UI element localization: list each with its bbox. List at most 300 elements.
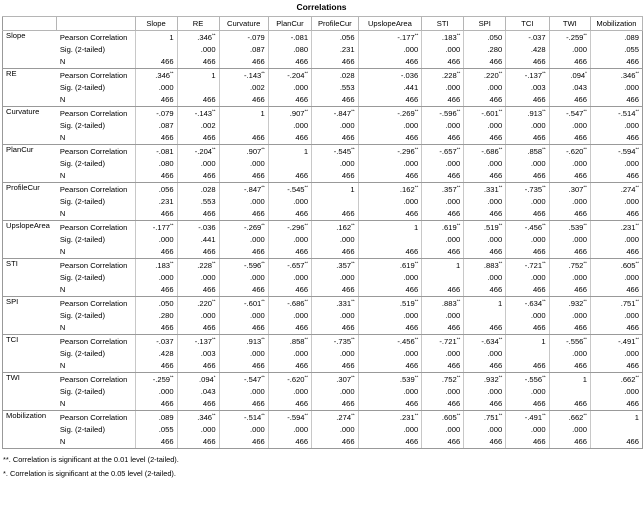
table-row <box>3 196 643 208</box>
table-cell: -.686** <box>464 145 506 159</box>
table-row <box>3 145 643 159</box>
row-variable-label <box>3 82 57 94</box>
table-cell: 466 <box>590 398 642 411</box>
table-cell: .000 <box>312 424 359 436</box>
table-cell: .000 <box>506 158 549 170</box>
table-cell: 466 <box>312 322 359 335</box>
table-cell: 466 <box>549 132 590 145</box>
table-cell: 466 <box>464 132 506 145</box>
column-header: PlanCur <box>268 17 311 31</box>
table-cell: 466 <box>177 284 219 297</box>
table-cell: .539** <box>358 373 422 387</box>
footnote-001: **. Correlation is significant at the 0.01 level (2-tailed). <box>3 455 179 464</box>
table-cell: 466 <box>312 208 359 221</box>
table-cell: 466 <box>358 436 422 449</box>
table-row <box>3 44 643 56</box>
table-cell: 466 <box>422 208 464 221</box>
column-header: UpslopeArea <box>358 17 422 31</box>
table-cell: 1 <box>590 411 642 425</box>
row-variable-label: RE <box>3 69 57 83</box>
table-cell: .000 <box>549 234 590 246</box>
table-cell: 466 <box>590 360 642 373</box>
table-cell: .883** <box>464 259 506 273</box>
row-variable-label <box>3 234 57 246</box>
column-header: Mobilization <box>590 17 642 31</box>
table-cell: 466 <box>219 360 268 373</box>
column-header: Slope <box>135 17 177 31</box>
table-cell: .519** <box>358 297 422 311</box>
table-cell: 466 <box>590 208 642 221</box>
statistic-label: N <box>57 360 135 373</box>
statistic-label: Pearson Correlation <box>59 185 128 195</box>
statistic-label: Sig. (2-tailed) <box>59 197 105 207</box>
table-cell: 466 <box>549 246 590 259</box>
table-cell: .000 <box>590 272 642 284</box>
table-cell: -.037 <box>506 31 549 45</box>
table-cell: 466 <box>219 398 268 411</box>
table-cell: .000 <box>422 310 464 322</box>
row-variable-label <box>3 120 57 132</box>
table-cell: -.547** <box>219 373 268 387</box>
statistic-label: Sig. (2-tailed) <box>59 349 105 359</box>
table-cell: .000 <box>358 386 422 398</box>
table-cell: .000 <box>549 272 590 284</box>
table-cell: .000 <box>358 272 422 284</box>
table-cell: .000 <box>464 386 506 398</box>
statistic-label: Pearson Correlation <box>59 147 128 157</box>
table-cell: .274** <box>590 183 642 197</box>
table-cell: .000 <box>177 272 219 284</box>
table-cell: .056 <box>135 183 177 197</box>
table-cell: -.721** <box>506 259 549 273</box>
table-cell: .000 <box>358 158 422 170</box>
table-cell: 1 <box>177 69 219 83</box>
table-cell: .000 <box>219 348 268 360</box>
table-cell: .000 <box>219 234 268 246</box>
table-cell: .080 <box>135 158 177 170</box>
table-cell: .000 <box>549 196 590 208</box>
table-cell: .080 <box>268 44 311 56</box>
table-cell: .000 <box>590 120 642 132</box>
table-cell: 466 <box>312 398 359 411</box>
table-cell: -.079 <box>135 107 177 121</box>
statistic-label: Sig. (2-tailed) <box>59 159 105 169</box>
table-cell: 466 <box>549 398 590 411</box>
table-cell: 466 <box>506 170 549 183</box>
table-cell: .000 <box>358 348 422 360</box>
table-cell: -.177** <box>358 31 422 45</box>
table-cell: .000 <box>219 272 268 284</box>
table-row <box>3 259 643 273</box>
table-cell: .331** <box>312 297 359 311</box>
table-cell: .000 <box>506 386 549 398</box>
table-cell: 466 <box>506 94 549 107</box>
table-cell: .000 <box>464 272 506 284</box>
row-variable-label <box>3 322 57 335</box>
table-cell: -.137** <box>177 335 219 349</box>
column-header: TWI <box>549 17 590 31</box>
table-cell: 466 <box>590 284 642 297</box>
table-cell: -.456** <box>358 335 422 349</box>
table-cell: 466 <box>219 56 268 69</box>
table-row <box>3 31 643 45</box>
table-cell: .858** <box>268 335 311 349</box>
table-cell: 466 <box>464 208 506 221</box>
row-variable-label: SPI <box>3 297 57 311</box>
table-cell: -.601** <box>219 297 268 311</box>
table-cell: 1 <box>549 373 590 387</box>
table-cell: -.596** <box>422 107 464 121</box>
table-cell: .000 <box>312 234 359 246</box>
table-cell: -.545** <box>268 183 311 197</box>
table-cell: .000 <box>422 348 464 360</box>
table-cell: .000 <box>549 424 590 436</box>
table-cell <box>358 234 422 246</box>
table-cell: 466 <box>177 398 219 411</box>
table-cell: .000 <box>268 310 311 322</box>
table-cell: .000 <box>549 310 590 322</box>
table-cell: .441 <box>358 82 422 94</box>
table-cell <box>549 386 590 398</box>
statistic-label: Sig. (2-tailed) <box>59 311 105 321</box>
table-cell: 466 <box>219 208 268 221</box>
table-row <box>3 234 643 246</box>
table-cell: 466 <box>177 132 219 145</box>
table-cell: 466 <box>549 436 590 449</box>
statistic-label: Pearson Correlation <box>59 299 128 309</box>
table-cell: .055 <box>135 424 177 436</box>
table-cell: 466 <box>219 94 268 107</box>
table-row <box>3 120 643 132</box>
table-cell: .605** <box>422 411 464 425</box>
table-cell: 466 <box>549 360 590 373</box>
table-cell: 466 <box>312 360 359 373</box>
table-cell: 466 <box>590 322 642 335</box>
table-row <box>3 158 643 170</box>
table-cell: .553 <box>177 196 219 208</box>
table-cell: -.456** <box>506 221 549 235</box>
statistic-label: Pearson Correlation <box>59 337 128 347</box>
table-cell: .231** <box>358 411 422 425</box>
table-cell: .231** <box>590 221 642 235</box>
table-cell: 466 <box>422 436 464 449</box>
row-variable-label <box>3 56 57 69</box>
table-cell: .000 <box>590 234 642 246</box>
table-cell: .000 <box>549 120 590 132</box>
table-cell: .162** <box>358 183 422 197</box>
table-cell: -.634** <box>464 335 506 349</box>
table-cell: .000 <box>464 348 506 360</box>
row-variable-label: Slope <box>3 31 57 45</box>
table-cell: .907** <box>268 107 311 121</box>
table-cell: .331** <box>464 183 506 197</box>
table-cell: 1 <box>268 145 311 159</box>
table-cell: 1 <box>506 335 549 349</box>
correlations-table <box>2 16 643 449</box>
table-cell: .050 <box>464 31 506 45</box>
table-cell: .280 <box>464 44 506 56</box>
row-variable-label <box>3 132 57 145</box>
table-cell: .087 <box>135 120 177 132</box>
table-cell: .913** <box>506 107 549 121</box>
table-cell: -.036 <box>358 69 422 83</box>
statistic-label: N <box>57 436 135 449</box>
table-cell: .000 <box>422 424 464 436</box>
table-cell: .056 <box>312 31 359 45</box>
statistic-label: N <box>57 246 135 259</box>
table-cell: .000 <box>464 234 506 246</box>
table-cell: 466 <box>268 170 311 183</box>
table-cell: 466 <box>135 360 177 373</box>
table-row <box>3 386 643 398</box>
table-cell: .000 <box>464 120 506 132</box>
table-cell: .000 <box>177 44 219 56</box>
table-cell: 466 <box>422 246 464 259</box>
table-cell: .000 <box>312 158 359 170</box>
table-cell: 466 <box>358 132 422 145</box>
row-variable-label <box>3 170 57 183</box>
table-cell: 466 <box>422 56 464 69</box>
row-variable-label <box>3 348 57 360</box>
statistic-label: Sig. (2-tailed) <box>59 387 105 397</box>
statistic-label: Pearson Correlation <box>59 375 128 385</box>
table-cell: .913** <box>219 335 268 349</box>
table-cell: .000 <box>268 348 311 360</box>
table-cell: -.594** <box>268 411 311 425</box>
table-cell: 466 <box>268 360 311 373</box>
table-row <box>3 82 643 94</box>
table-cell: 1 <box>422 259 464 273</box>
table-cell: 466 <box>268 398 311 411</box>
table-cell: .055 <box>590 44 642 56</box>
row-variable-label: Mobilization <box>3 411 57 425</box>
table-cell: .907** <box>219 145 268 159</box>
table-cell: -.556** <box>549 335 590 349</box>
table-cell: -.547** <box>549 107 590 121</box>
table-cell: .428 <box>135 348 177 360</box>
table-cell: 466 <box>268 208 311 221</box>
table-row <box>3 398 643 411</box>
table-cell: .000 <box>506 234 549 246</box>
table-cell: .428 <box>506 44 549 56</box>
table-cell: 466 <box>219 246 268 259</box>
table-cell: .441 <box>177 234 219 246</box>
table-cell <box>177 82 219 94</box>
row-variable-label <box>3 284 57 297</box>
statistic-label: N <box>57 284 135 297</box>
table-cell: .274** <box>312 411 359 425</box>
table-row <box>3 373 643 387</box>
table-cell: 466 <box>219 322 268 335</box>
table-cell: 466 <box>177 94 219 107</box>
table-cell: 466 <box>506 436 549 449</box>
table-cell: -.721** <box>422 335 464 349</box>
row-variable-label: TCI <box>3 335 57 349</box>
table-cell: .000 <box>549 348 590 360</box>
table-cell: 466 <box>422 322 464 335</box>
table-cell: .000 <box>268 82 311 94</box>
row-variable-label <box>3 436 57 449</box>
table-cell: .858** <box>506 145 549 159</box>
table-row <box>3 272 643 284</box>
table-row <box>3 208 643 221</box>
table-cell: 466 <box>268 56 311 69</box>
table-cell <box>422 272 464 284</box>
table-row <box>3 183 643 197</box>
table-cell: .000 <box>358 424 422 436</box>
header-row <box>3 17 643 31</box>
table-cell: 466 <box>268 132 311 145</box>
table-cell: .094* <box>177 373 219 387</box>
table-cell: .357** <box>312 259 359 273</box>
row-variable-label <box>3 360 57 373</box>
table-cell: .228** <box>422 69 464 83</box>
table-cell <box>219 120 268 132</box>
table-cell: 1 <box>358 221 422 235</box>
column-header: SPI <box>464 17 506 31</box>
row-variable-label <box>3 44 57 56</box>
table-cell: .043 <box>549 82 590 94</box>
row-variable-label: PlanCur <box>3 145 57 159</box>
table-cell: 466 <box>464 94 506 107</box>
statistic-label: Pearson Correlation <box>59 413 128 423</box>
table-cell: 466 <box>358 56 422 69</box>
row-variable-label <box>3 310 57 322</box>
table-cell: 466 <box>135 246 177 259</box>
row-variable-label <box>3 94 57 107</box>
statistic-label: N <box>57 94 135 107</box>
table-cell: 466 <box>219 436 268 449</box>
statistic-label: Sig. (2-tailed) <box>59 235 105 245</box>
table-cell: .307** <box>312 373 359 387</box>
table-cell: .346** <box>135 69 177 83</box>
row-variable-label: TWI <box>3 373 57 387</box>
table-cell: 466 <box>177 208 219 221</box>
table-cell: -.296** <box>358 145 422 159</box>
table-cell: 466 <box>358 398 422 411</box>
table-cell: .000 <box>464 424 506 436</box>
table-cell: .662** <box>590 373 642 387</box>
table-cell: 466 <box>422 170 464 183</box>
row-variable-label <box>3 158 57 170</box>
table-cell: 466 <box>590 56 642 69</box>
table-cell: .228** <box>177 259 219 273</box>
table-cell: -.620** <box>549 145 590 159</box>
table-cell <box>590 424 642 436</box>
table-cell: .050 <box>135 297 177 311</box>
table-cell: 466 <box>506 208 549 221</box>
table-cell: 466 <box>464 398 506 411</box>
table-cell: .000 <box>177 424 219 436</box>
statistic-label: N <box>57 398 135 411</box>
table-cell: 466 <box>219 132 268 145</box>
table-cell: 466 <box>312 132 359 145</box>
statistic-label: Sig. (2-tailed) <box>59 45 105 55</box>
table-cell: .000 <box>219 386 268 398</box>
table-row <box>3 310 643 322</box>
table-cell: .662** <box>549 411 590 425</box>
table-cell: 466 <box>464 322 506 335</box>
table-cell: -.620** <box>268 373 311 387</box>
table-cell: -.491** <box>590 335 642 349</box>
table-cell: 466 <box>358 284 422 297</box>
statistic-label: N <box>57 322 135 335</box>
table-cell: .000 <box>506 272 549 284</box>
table-cell: .346** <box>177 411 219 425</box>
column-header: TCI <box>506 17 549 31</box>
table-cell: 466 <box>506 132 549 145</box>
table-cell: .000 <box>268 120 311 132</box>
corner-cell <box>3 17 57 31</box>
table-cell: .003 <box>506 82 549 94</box>
table-cell: .087 <box>219 44 268 56</box>
statistic-label: Pearson Correlation <box>59 223 128 233</box>
table-cell: .000 <box>549 44 590 56</box>
table-cell: .028 <box>177 183 219 197</box>
table-cell: .000 <box>549 158 590 170</box>
table-cell: .000 <box>358 44 422 56</box>
table-cell: 466 <box>135 436 177 449</box>
table-cell: 466 <box>135 94 177 107</box>
table-cell: .000 <box>135 234 177 246</box>
table-cell: .000 <box>464 158 506 170</box>
table-cell: -.036 <box>177 221 219 235</box>
table-cell: .000 <box>506 310 549 322</box>
row-variable-label <box>3 386 57 398</box>
table-cell: .043 <box>177 386 219 398</box>
table-cell: .000 <box>422 120 464 132</box>
table-cell: 466 <box>177 56 219 69</box>
table-cell: 466 <box>358 246 422 259</box>
table-cell <box>506 348 549 360</box>
table-cell: .183** <box>422 31 464 45</box>
table-cell: -.735** <box>506 183 549 197</box>
table-cell: 466 <box>312 284 359 297</box>
table-row <box>3 56 643 69</box>
statistic-label: N <box>57 170 135 183</box>
table-row <box>3 436 643 449</box>
table-cell: 466 <box>464 284 506 297</box>
table-cell: .000 <box>422 234 464 246</box>
statistic-label: Pearson Correlation <box>59 109 128 119</box>
table-cell: .000 <box>464 82 506 94</box>
table-cell: 466 <box>549 56 590 69</box>
table-cell: 466 <box>506 322 549 335</box>
table-cell: .000 <box>590 348 642 360</box>
table-row <box>3 322 643 335</box>
table-cell: 466 <box>219 170 268 183</box>
table-cell: -.204** <box>177 145 219 159</box>
table-cell: 466 <box>590 170 642 183</box>
row-variable-label: UpslopeArea <box>3 221 57 235</box>
table-cell: .000 <box>358 120 422 132</box>
table-row <box>3 69 643 83</box>
statistic-label: N <box>57 132 135 145</box>
statistic-label: Sig. (2-tailed) <box>59 121 105 131</box>
table-cell: -.269** <box>358 107 422 121</box>
table-cell: 466 <box>358 170 422 183</box>
table-cell: -.079 <box>219 31 268 45</box>
table-cell: 466 <box>549 208 590 221</box>
table-cell: .000 <box>312 272 359 284</box>
row-variable-label: STI <box>3 259 57 273</box>
table-cell: -.204** <box>268 69 311 83</box>
table-row <box>3 360 643 373</box>
column-header: STI <box>422 17 464 31</box>
table-cell: -.657** <box>422 145 464 159</box>
table-cell: .000 <box>268 386 311 398</box>
table-cell: .089 <box>590 31 642 45</box>
